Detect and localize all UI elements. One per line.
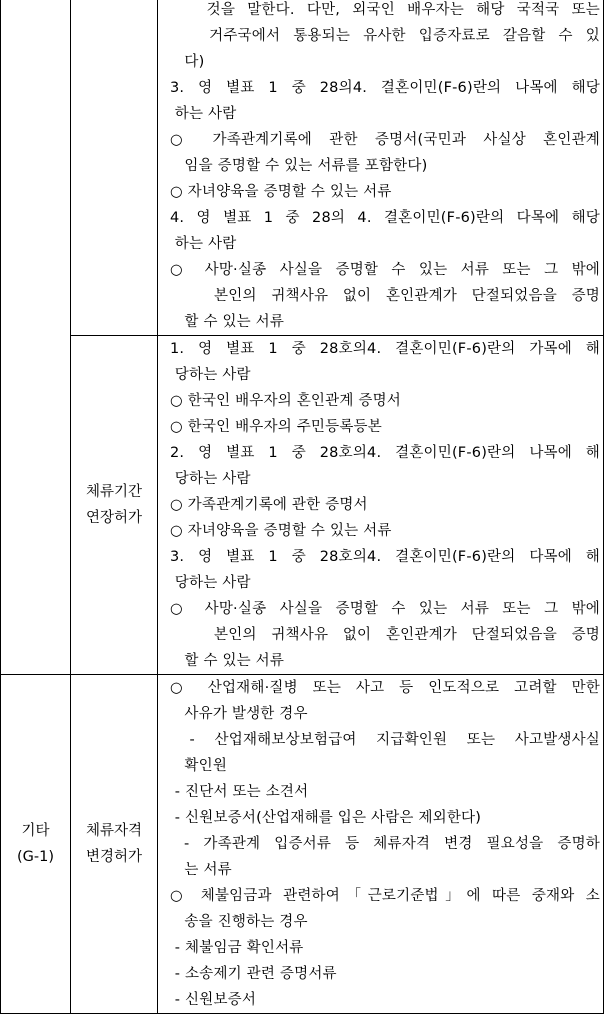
document-line: ○ 한국인 배우자의 주민등록등본	[170, 419, 382, 435]
document-line: 3. 영 별표 1 중 28호의4. 결혼이민(F-6)란의 다목에 해	[170, 549, 600, 565]
permit-type-cell	[71, 675, 158, 1014]
document-line: ○ 사망·실종 사실을 증명할 수 있는 서류 또는 그 밖에	[170, 601, 600, 617]
document-line: 3. 영 별표 1 중 28의4. 결혼이민(F-6)란의 나목에 해당	[170, 80, 600, 96]
document-line: ○ 자녀양육을 증명할 수 있는 서류	[170, 184, 392, 200]
document-line: 는 서류	[170, 862, 232, 878]
documents-cell	[158, 0, 604, 336]
document-line: 사유가 발생한 경우	[170, 706, 308, 722]
document-line: ○ 체불임금과 관련하여「근로기준법」에 따른 중재와 소	[170, 888, 600, 904]
category-cell	[1, 0, 71, 675]
document-line: 당하는 사람	[170, 575, 251, 591]
table-row	[1, 675, 604, 1014]
document-line: ○ 가족관계기록에 관한 증명서	[170, 497, 368, 513]
document-line: - 가족관계 입증서류 등 체류자격 변경 필요성을 증명하	[170, 836, 600, 852]
permit-type-label: 체류기간 연장허가	[85, 484, 143, 526]
document-line: 본인의 귀책사유 없이 혼인관계가 단절되었음을 증명	[170, 288, 600, 304]
document-line: ○ 자녀양육을 증명할 수 있는 서류	[170, 523, 392, 539]
document-line: 1. 영 별표 1 중 28호의4. 결혼이민(F-6)란의 가목에 해	[170, 341, 600, 357]
permit-type-cell	[71, 336, 158, 675]
document-line: ○ 한국인 배우자의 혼인관계 증명서	[170, 393, 401, 409]
document-line: - 소송제기 관련 증명서류	[170, 966, 337, 982]
document-line: 하는 사람	[170, 236, 237, 252]
document-line: 당하는 사람	[170, 471, 251, 487]
document-line: 본인의 귀책사유 없이 혼인관계가 단절되었음을 증명	[170, 627, 600, 643]
document-line: 다)	[170, 54, 205, 70]
document-line: 할 수 있는 서류	[170, 653, 285, 669]
documents-cell	[158, 675, 604, 1014]
table-row	[1, 336, 604, 675]
document-line: 확인원	[170, 758, 228, 774]
document-line: 할 수 있는 서류	[170, 314, 285, 330]
document-line: 송을 진행하는 경우	[170, 914, 308, 930]
document-line: 하는 사람	[170, 106, 237, 122]
document-line: 것을 말한다. 다만, 외국인 배우자는 해당 국적국 또는	[170, 2, 600, 18]
document-line: 당하는 사람	[170, 367, 251, 383]
document-line: ○ 가족관계기록에 관한 증명서(국민과 사실상 혼인관계	[170, 132, 600, 148]
document-line: - 신원보증서(산업재해를 입은 사람은 제외한다)	[170, 810, 482, 826]
document-line: - 체불임금 확인서류	[170, 940, 304, 956]
document-line: 임을 증명할 수 있는 서류를 포함한다)	[170, 158, 428, 174]
document-line: 거주국에서 통용되는 유사한 입증자료로 갈음할 수 있	[170, 28, 600, 44]
document-line: ○ 사망·실종 사실을 증명할 수 있는 서류 또는 그 밖에	[170, 262, 600, 278]
permit-type-label: 체류자격 변경허가	[85, 823, 143, 865]
document-line: - 진단서 또는 소견서	[170, 784, 309, 800]
document-line: ○ 산업재해·질병 또는 사고 등 인도적으로 고려할 만한	[170, 680, 600, 696]
document-line: 2. 영 별표 1 중 28호의4. 결혼이민(F-6)란의 나목에 해	[170, 445, 600, 461]
category-label: 기타 (G-1)	[16, 823, 54, 865]
permit-type-cell	[71, 0, 158, 336]
category-cell	[1, 675, 71, 1014]
documents-cell	[158, 336, 604, 675]
document-line: - 신원보증서	[170, 992, 257, 1008]
table-row	[1, 0, 604, 336]
document-line: - 산업재해보상보험급여 지급확인원 또는 사고발생사실	[170, 732, 600, 748]
document-line: 4. 영 별표 1 중 28의 4. 결혼이민(F-6)란의 다목에 해당	[170, 210, 600, 226]
